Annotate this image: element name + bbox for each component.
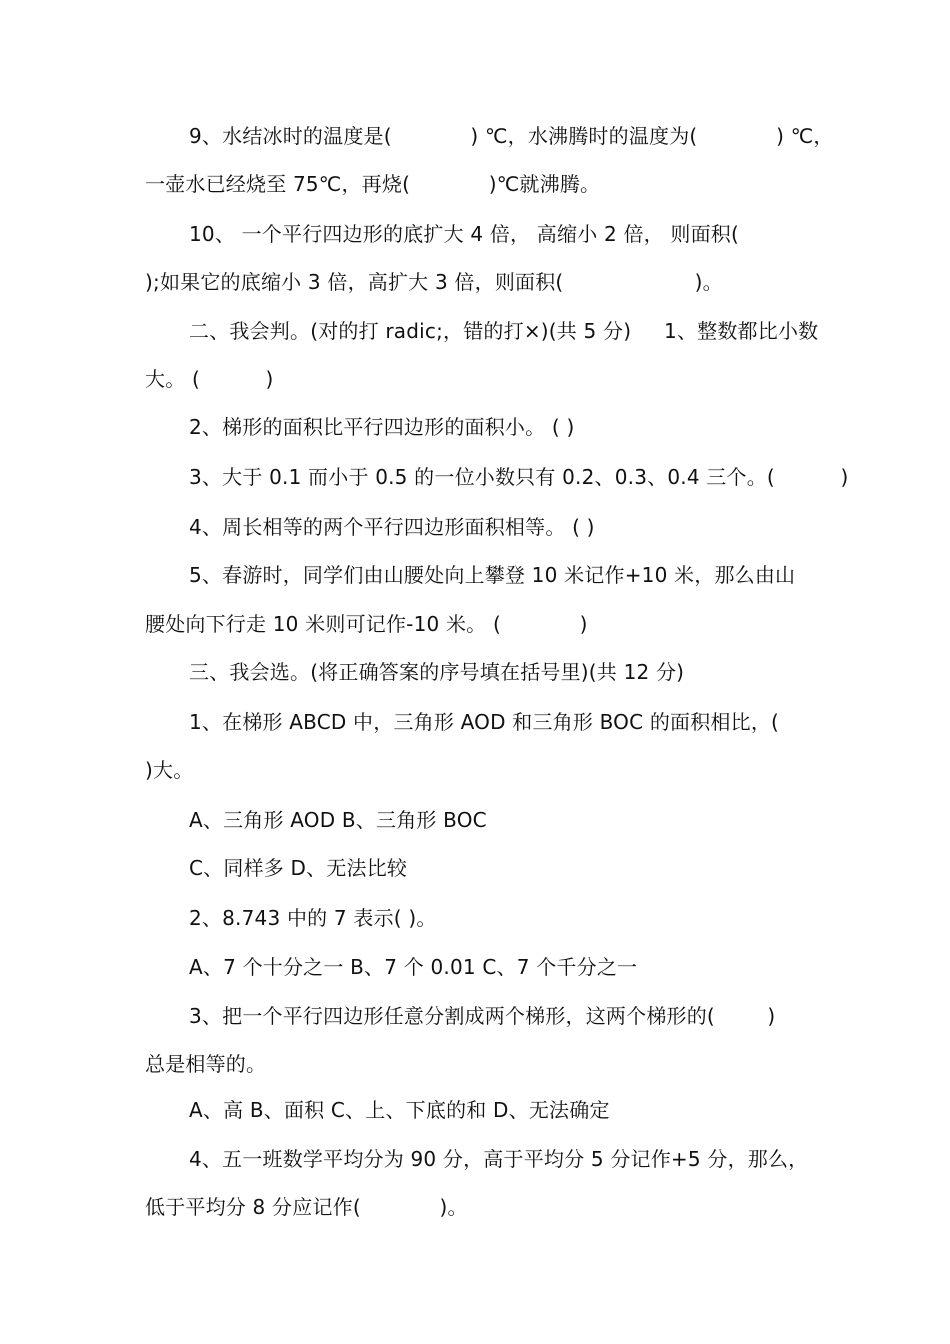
question-9-line-2: 一壶水已经烧至 75℃，再烧( )℃就沸腾。: [145, 172, 601, 196]
section-2-heading: 二、我会判。(对的打 radic;，错的打×)(共 5 分) 1、整数都比小数: [189, 319, 819, 343]
question-10-line-2: );如果它的底缩小 3 倍，高扩大 3 倍，则面积( )。: [145, 270, 723, 294]
judge-5-line-1: 5、春游时，同学们由山腰处向上攀登 10 米记作+10 米，那么由山: [189, 563, 796, 587]
section-3-heading: 三、我会选。(将正确答案的序号填在括号里)(共 12 分): [189, 660, 685, 684]
choice-1-options-ab: A、三角形 AOD B、三角形 BOC: [189, 808, 487, 832]
judge-5-line-2: 腰处向下行走 10 米则可记作-10 米。 ( ): [145, 612, 588, 636]
choice-4-line-2: 低于平均分 8 分应记作( )。: [145, 1195, 468, 1219]
judge-4: 4、周长相等的两个平行四边形面积相等。 ( ): [189, 515, 595, 539]
choice-1-line-2: )大。: [145, 758, 194, 782]
choice-1-options-cd: C、同样多 D、无法比较: [189, 856, 408, 880]
judge-3: 3、大于 0.1 而小于 0.5 的一位小数只有 0.2、0.3、0.4 三个。( ): [189, 465, 849, 489]
choice-3-line-1: 3、把一个平行四边形任意分割成两个梯形，这两个梯形的( ): [189, 1004, 776, 1028]
judge-2: 2、梯形的面积比平行四边形的面积小。 ( ): [189, 415, 575, 439]
question-10-line-1: 10、 一个平行四边形的底扩大 4 倍， 高缩小 2 倍， 则面积(: [189, 222, 740, 246]
question-9-line-1: 9、水结冰时的温度是( ) ℃，水沸腾时的温度为( ) ℃，: [189, 124, 834, 148]
choice-3-line-2: 总是相等的。: [145, 1052, 267, 1076]
choice-2: 2、8.743 中的 7 表示( )。: [189, 906, 437, 930]
choice-4-line-1: 4、五一班数学平均分为 90 分，高于平均分 5 分记作+5 分，那么，: [189, 1147, 809, 1171]
choice-1-line-1: 1、在梯形 ABCD 中，三角形 AOD 和三角形 BOC 的面积相比，(: [189, 710, 780, 734]
judge-1-line-2: 大。 ( ): [145, 367, 274, 391]
choice-3-options: A、高 B、面积 C、上、下底的和 D、无法确定: [189, 1098, 610, 1122]
choice-2-options: A、7 个十分之一 B、7 个 0.01 C、7 个千分之一: [189, 955, 638, 979]
